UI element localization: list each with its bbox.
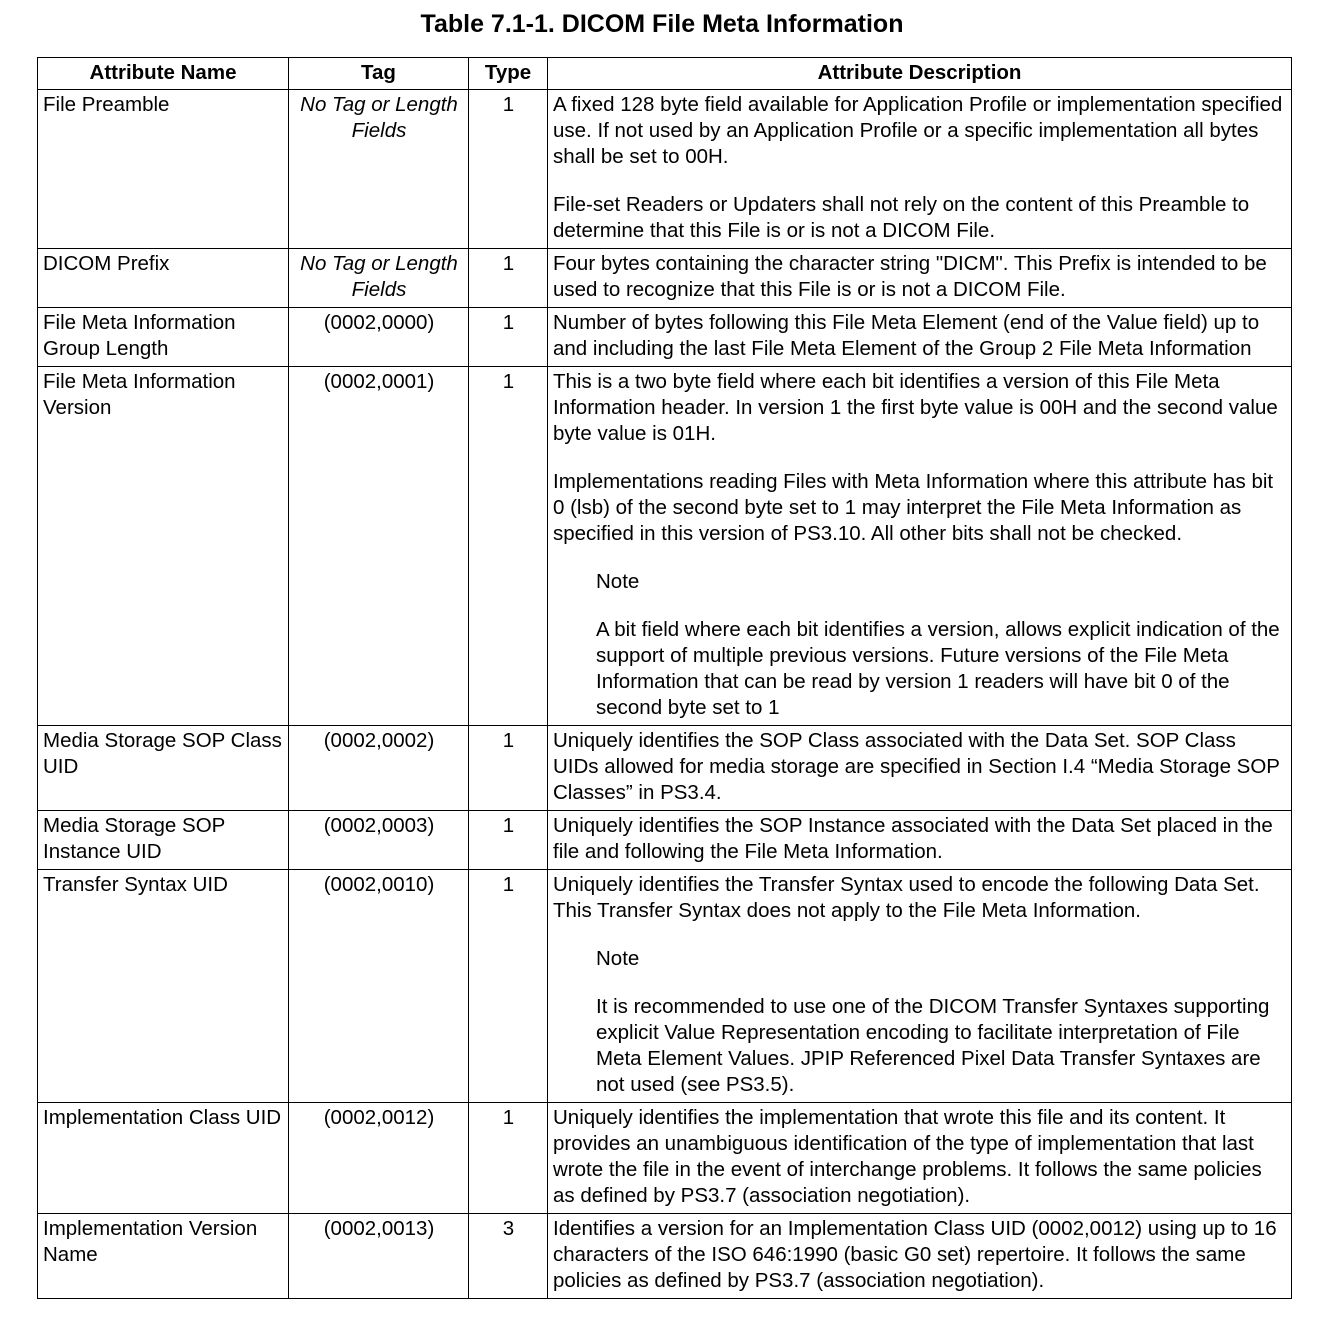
tag-cell: (0002,0002) xyxy=(289,726,469,811)
description-paragraph: Four bytes containing the character string "DICM". This Prefix is intended to be used to recognize that this File is or is not a DICOM File. xyxy=(553,252,1267,301)
tag-cell: (0002,0003) xyxy=(289,811,469,870)
attribute-name-cell: File Meta Information Version xyxy=(38,367,289,726)
header-attribute-description: Attribute Description xyxy=(548,58,1292,90)
table-row xyxy=(38,870,1292,1103)
header-type: Type xyxy=(469,58,548,90)
note-block xyxy=(596,569,1287,721)
table-row xyxy=(38,308,1292,367)
file-meta-table xyxy=(37,57,1292,1299)
description-cell xyxy=(548,249,1292,308)
attribute-name-cell: File Meta Information Group Length xyxy=(38,308,289,367)
description-paragraph: Identifies a version for an Implementation Class UID (0002,0012) using up to 16 characters of the ISO 646:1990 (basic G0 set) repertoire. It follows the same policies as defined by PS3.7 (association negotiation). xyxy=(553,1217,1277,1292)
description-cell xyxy=(548,870,1292,1103)
type-cell: 1 xyxy=(469,1103,548,1214)
tag-cell: (0002,0000) xyxy=(289,308,469,367)
table-row xyxy=(38,1103,1292,1214)
note-block xyxy=(596,946,1287,1098)
description-paragraph: A fixed 128 byte field available for Application Profile or implementation specified use. If not used by an Application Profile or a specific implementation all bytes shall be set to 00H. xyxy=(553,93,1283,168)
tag-cell: No Tag or Length Fields xyxy=(289,249,469,308)
description-paragraph: Uniquely identifies the SOP Class associated with the Data Set. SOP Class UIDs allowed for media storage are specified in Section I.4 “Media Storage SOP Classes” in PS3.4. xyxy=(553,729,1280,804)
table-row xyxy=(38,811,1292,870)
note-label: Note xyxy=(596,570,640,593)
note-text: A bit field where each bit identifies a version, allows explicit indication of the support of multiple previous versions. Future versions of the File Meta Information that can be read by version 1 readers will have bit 0 of the second byte set to 1 xyxy=(596,618,1280,719)
table-row xyxy=(38,1214,1292,1299)
header-attribute-name: Attribute Name xyxy=(38,58,289,90)
description-cell xyxy=(548,726,1292,811)
tag-cell: (0002,0013) xyxy=(289,1214,469,1299)
type-cell: 1 xyxy=(469,726,548,811)
description-cell xyxy=(548,1214,1292,1299)
description-cell xyxy=(548,308,1292,367)
type-cell: 1 xyxy=(469,308,548,367)
tag-cell: (0002,0001) xyxy=(289,367,469,726)
table-row xyxy=(38,90,1292,249)
attribute-name-cell: Media Storage SOP Class UID xyxy=(38,726,289,811)
table-row xyxy=(38,367,1292,726)
type-cell: 1 xyxy=(469,90,548,249)
tag-cell: No Tag or Length Fields xyxy=(289,90,469,249)
description-paragraph: Uniquely identifies the implementation that wrote this file and its content. It provides an unambiguous identification of the type of implementation that last wrote the file in the event of interchange problems. It follows the same policies as defined by PS3.7 (association negotiation). xyxy=(553,1106,1262,1207)
attribute-name-cell: Implementation Version Name xyxy=(38,1214,289,1299)
attribute-name-cell: Implementation Class UID xyxy=(38,1103,289,1214)
header-tag: Tag xyxy=(289,58,469,90)
description-paragraph: Uniquely identifies the Transfer Syntax used to encode the following Data Set. This Transfer Syntax does not apply to the File Meta Information. xyxy=(553,873,1260,922)
type-cell: 1 xyxy=(469,367,548,726)
description-paragraph: Uniquely identifies the SOP Instance associated with the Data Set placed in the file and following the File Meta Information. xyxy=(553,814,1273,863)
type-cell: 1 xyxy=(469,870,548,1103)
table-title: Table 7.1-1. DICOM File Meta Information xyxy=(420,10,904,38)
description-cell xyxy=(548,1103,1292,1214)
attribute-name-cell: DICOM Prefix xyxy=(38,249,289,308)
note-text: It is recommended to use one of the DICOM Transfer Syntaxes supporting explicit Value Representation encoding to facilitate interpretation of File Meta Element Values. JPIP Referenced Pixel Data Transfer Syntaxes are not used (see PS3.5). xyxy=(596,995,1270,1096)
type-cell: 3 xyxy=(469,1214,548,1299)
description-paragraph: This is a two byte field where each bit identifies a version of this File Meta Information header. In version 1 the first byte value is 00H and the second value byte value is 01H. xyxy=(553,370,1278,445)
attribute-name-cell: File Preamble xyxy=(38,90,289,249)
description-paragraph: File-set Readers or Updaters shall not rely on the content of this Preamble to determine that this File is or is not a DICOM File. xyxy=(553,193,1250,242)
table-row xyxy=(38,249,1292,308)
note-label: Note xyxy=(596,947,640,970)
attribute-name-cell: Transfer Syntax UID xyxy=(38,870,289,1103)
attribute-name-cell: Media Storage SOP Instance UID xyxy=(38,811,289,870)
description-cell xyxy=(548,811,1292,870)
description-paragraph: Number of bytes following this File Meta Element (end of the Value field) up to and including the last File Meta Element of the Group 2 File Meta Information xyxy=(553,311,1260,360)
tag-cell: (0002,0010) xyxy=(289,870,469,1103)
description-paragraph: Implementations reading Files with Meta Information where this attribute has bit 0 (lsb) of the second byte set to 1 may interpret the File Meta Information as specified in this version of PS3.10. All other bits shall not be checked. xyxy=(553,470,1274,545)
type-cell: 1 xyxy=(469,811,548,870)
description-cell xyxy=(548,367,1292,726)
description-cell xyxy=(548,90,1292,249)
tag-cell: (0002,0012) xyxy=(289,1103,469,1214)
table-row xyxy=(38,726,1292,811)
type-cell: 1 xyxy=(469,249,548,308)
header-row xyxy=(38,58,1292,90)
